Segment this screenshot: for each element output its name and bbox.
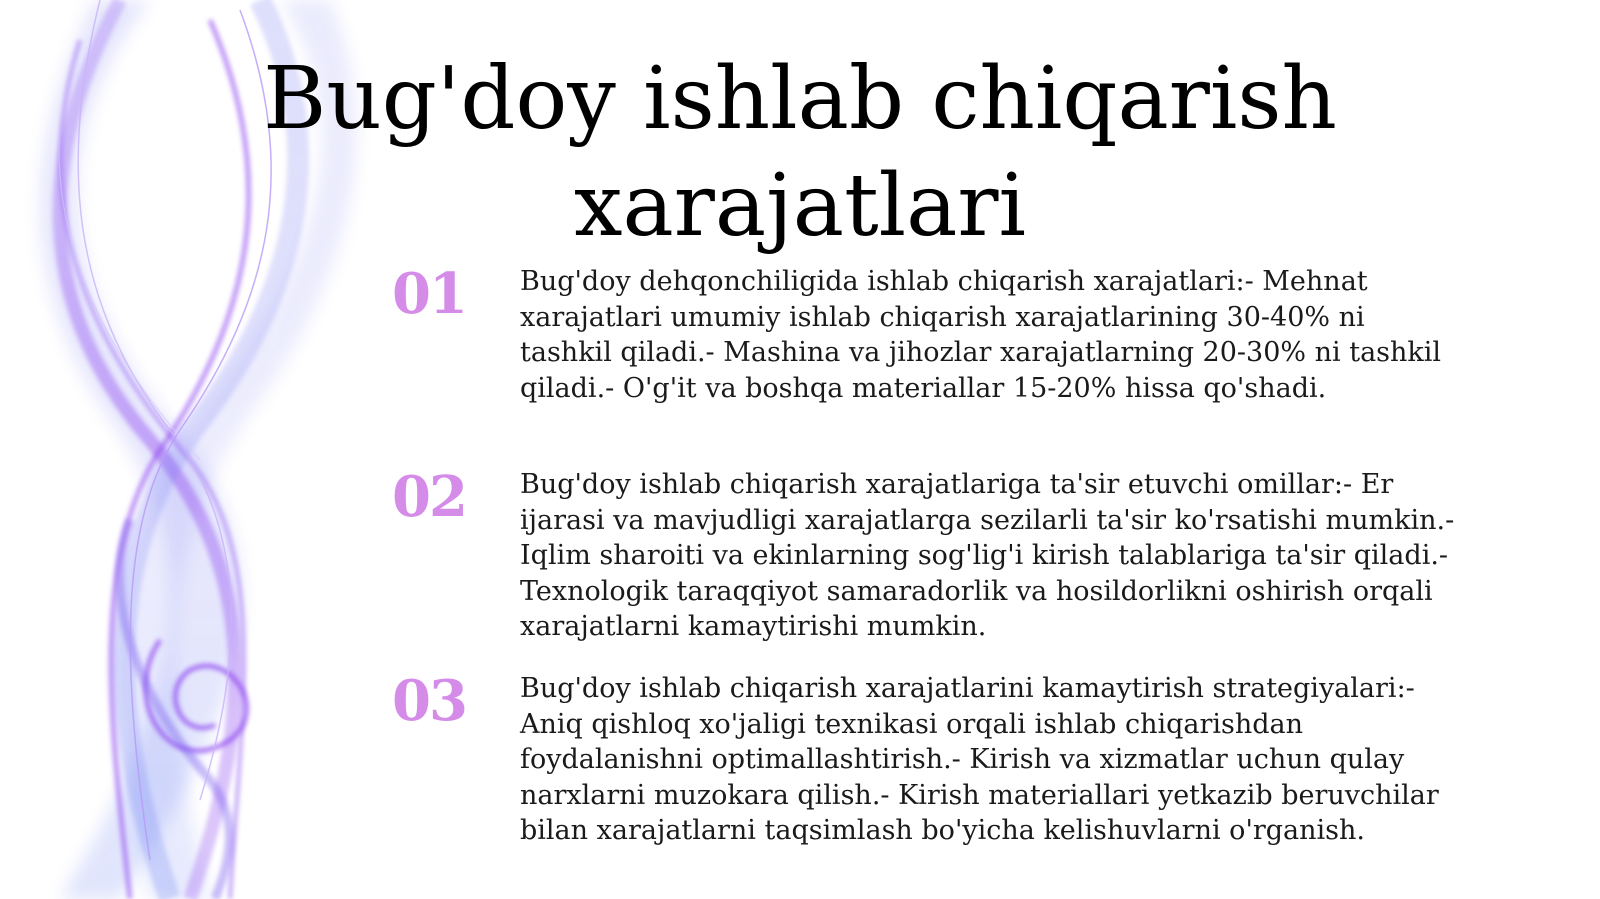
item-number: 03 [392,668,466,734]
item-text: Bug'doy ishlab chiqarish xarajatlarini kamaytirish strategiyalari:- Aniq qishloq xo'jaligi texnikasi orqali ishlab chiqarishdan foydalanishni optimallashtirish.- Kirish va xizmatlar uchun qulay narxlarni muzokara qilish.- Kirish materiallari yetkazib beruvchilar bilan xarajatlarni taqsimlash bo'yicha kelishuvlarni o'rganish. [520,673,1439,846]
item-number: 01 [392,261,466,327]
slide-title: Bug'doy ishlab chiqarish xarajatlari [263,49,1337,256]
item-number: 02 [392,464,466,530]
item-text: Bug'doy dehqonchiligida ishlab chiqarish xarajatlari:- Mehnat xarajatlari umumiy ishlab chiqarish xarajatlarining 30-40% ni tashkil qiladi.- Mashina va jihozlar xarajatlarning 20-30% ni tashkil qiladi.- O'g'it va boshqa materiallar 15-20% hissa qo'shadi. [520,266,1442,404]
item-text: Bug'doy ishlab chiqarish xarajatlariga ta'sir etuvchi omillar:- Er ijarasi va mavjudligi xarajatlarga sezilarli ta'sir ko'rsatishi mumkin.- Iqlim sharoiti va ekinlarning sog'lig'i kirish talablariga ta'sir qiladi.- Texnologik taraqqiyot samaradorlik va hosildorlikni oshirish orqali xarajatlarni kamaytirishi mumkin. [520,469,1455,642]
